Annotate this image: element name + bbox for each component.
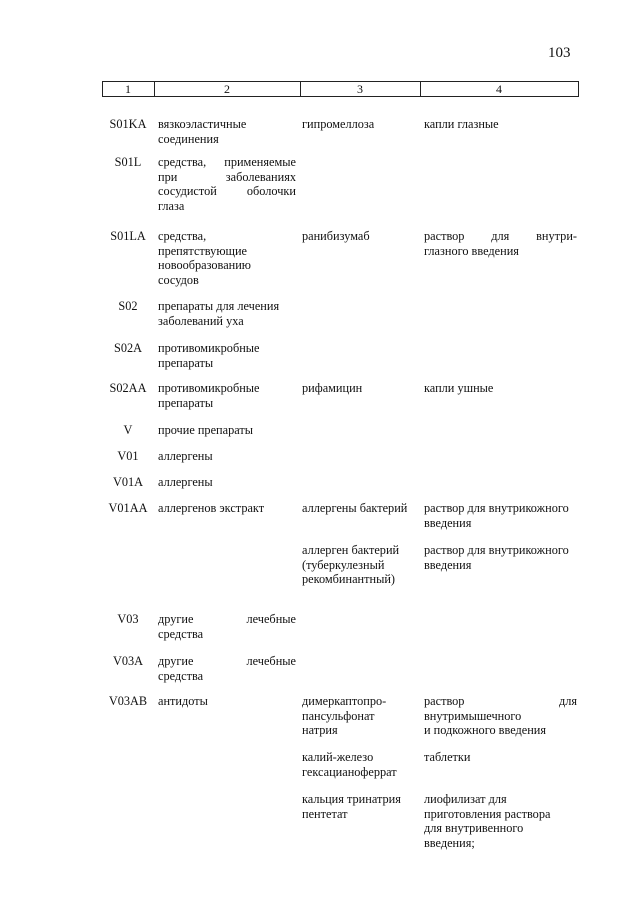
dosage-form <box>424 501 577 530</box>
cell-line: вязкоэластичные <box>158 117 247 131</box>
atc-code: S02 <box>118 299 138 313</box>
cell-line: другие лечебные <box>158 654 296 668</box>
cell-line: средства, <box>158 229 207 243</box>
cell-line: сосудов <box>158 272 199 287</box>
cell-line: введения <box>424 557 472 572</box>
drug-substance <box>302 750 418 779</box>
cell-line: внутримышечного <box>424 708 522 723</box>
atc-code: V01 <box>117 449 139 463</box>
cell-line: аллергены бактерий <box>302 501 408 515</box>
cell-line: аллергены <box>158 449 213 463</box>
atc-code: V01A <box>112 475 144 489</box>
anatomical-group <box>158 117 296 146</box>
atc-code: V <box>123 423 133 437</box>
cell-line: лиофилизат для <box>424 792 507 806</box>
cell-line: капли ушные <box>424 381 494 395</box>
atc-code: V01AA <box>108 501 148 515</box>
cell-line: пентетат <box>302 806 348 821</box>
atc-code: V03 <box>117 612 139 626</box>
cell-line: раствор для внутри- <box>424 229 577 243</box>
drug-substance <box>302 792 418 821</box>
dosage-form <box>424 229 577 258</box>
anatomical-group <box>158 155 296 213</box>
cell-line: противомикробные <box>158 341 260 355</box>
cell-line: ранибизумаб <box>302 229 370 243</box>
cell-line: при заболеваниях <box>158 169 296 184</box>
cell-line: заболеваний уха <box>158 313 244 328</box>
cell-line: гексацианоферрат <box>302 764 397 779</box>
drug-substance <box>302 694 418 738</box>
header-col-4: 4 <box>496 82 502 96</box>
dosage-form <box>424 694 577 738</box>
dosage-form <box>424 381 577 396</box>
anatomical-group <box>158 612 296 641</box>
atc-code: V03A <box>112 654 144 668</box>
cell-line: и подкожного введения <box>424 723 547 738</box>
dosage-form <box>424 792 577 850</box>
cell-line: антидоты <box>158 694 208 708</box>
anatomical-group <box>158 501 296 516</box>
cell-line: таблетки <box>424 750 471 764</box>
dosage-form <box>424 750 577 765</box>
cell-line: глазного введения <box>424 243 519 258</box>
cell-line: пансульфонат <box>302 708 375 723</box>
dosage-form <box>424 543 577 572</box>
cell-line: средства <box>158 626 204 641</box>
cell-line: глаза <box>158 198 185 213</box>
anatomical-group <box>158 229 296 287</box>
anatomical-group <box>158 449 296 464</box>
cell-line: сосудистой оболочки <box>158 184 296 199</box>
header-col-3: 3 <box>357 82 363 96</box>
cell-line: раствор для <box>424 694 577 708</box>
drug-substance <box>302 229 418 244</box>
cell-line: препараты <box>158 395 214 410</box>
cell-line: средства <box>158 668 204 683</box>
cell-line: препятствующие <box>158 243 248 258</box>
dosage-form <box>424 117 577 132</box>
anatomical-group <box>158 299 296 328</box>
cell-line: калий-железо <box>302 750 374 764</box>
cell-line: противомикробные <box>158 381 260 395</box>
cell-line: аллергены <box>158 475 213 489</box>
cell-line: введения; <box>424 835 475 850</box>
cell-line: другие лечебные <box>158 612 296 626</box>
header-col-2: 2 <box>224 82 230 96</box>
atc-code: S01KA <box>109 117 147 131</box>
cell-line: приготовления раствора <box>424 806 551 821</box>
header-col-1: 1 <box>125 82 131 96</box>
drug-substance <box>302 501 418 516</box>
cell-line: рекомбинантный) <box>302 572 396 587</box>
atc-code: S01L <box>114 155 142 169</box>
cell-line: соединения <box>158 131 219 146</box>
page-number: 103 <box>548 45 571 61</box>
cell-line: рифамицин <box>302 381 363 395</box>
drug-substance <box>302 117 418 132</box>
cell-line: введения <box>424 515 472 530</box>
cell-line: препараты <box>158 355 214 370</box>
anatomical-group <box>158 654 296 683</box>
drug-substance <box>302 381 418 396</box>
atc-code: S01LA <box>110 229 146 243</box>
cell-line: (туберкулезный <box>302 557 385 572</box>
anatomical-group <box>158 694 296 709</box>
cell-line: средства, применяемые <box>158 155 296 169</box>
atc-code: S02AA <box>109 381 147 395</box>
cell-line: новообразованию <box>158 258 251 273</box>
cell-line: гипромеллоза <box>302 117 375 131</box>
cell-line: препараты для лечения <box>158 299 280 313</box>
cell-line: аллерген бактерий <box>302 543 400 557</box>
anatomical-group <box>158 475 296 490</box>
cell-line: капли глазные <box>424 117 499 131</box>
cell-line: для внутривенного <box>424 821 524 836</box>
cell-line: раствор для внутрикожного <box>424 501 569 515</box>
cell-line: аллергенов экстракт <box>158 501 265 515</box>
atc-code: V03AB <box>108 694 148 708</box>
cell-line: раствор для внутрикожного <box>424 543 569 557</box>
drug-substance <box>302 543 418 587</box>
atc-code: S02A <box>113 341 143 355</box>
cell-line: прочие препараты <box>158 423 254 437</box>
anatomical-group <box>158 423 296 438</box>
anatomical-group <box>158 341 296 370</box>
cell-line: натрия <box>302 723 338 738</box>
cell-line: кальция тринатрия <box>302 792 401 806</box>
anatomical-group <box>158 381 296 410</box>
cell-line: димеркаптопро- <box>302 694 387 708</box>
